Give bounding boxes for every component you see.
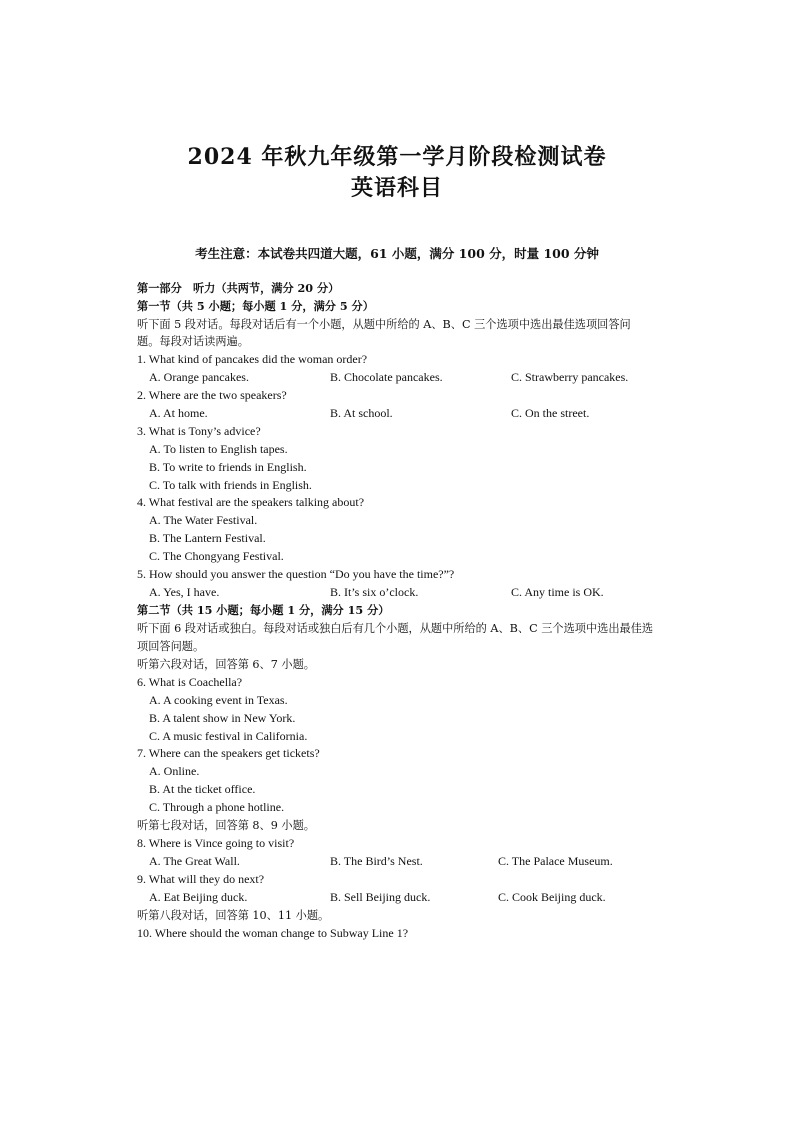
section1-heading: 第一节（共 5 小题；每小题 1 分，满分 5 分） bbox=[137, 299, 374, 313]
question-8: 8. Where is Vince going to visit? bbox=[137, 836, 295, 850]
section2-instruction-cont: 项回答问题。 bbox=[137, 640, 205, 653]
q9-option-b: B. Sell Beijing duck. bbox=[330, 890, 431, 904]
q2-option-a: A. At home. bbox=[149, 406, 208, 420]
q8-option-c: C. The Palace Museum. bbox=[498, 854, 613, 868]
dialogue-group-8: 听第八段对话，回答第 10、11 小题。 bbox=[137, 909, 330, 922]
part1-heading: 第一部分 听力（共两节，满分 20 分） bbox=[137, 281, 340, 295]
q3-option-b: B. To write to friends in English. bbox=[149, 460, 307, 474]
q6-option-c: C. A music festival in California. bbox=[149, 729, 308, 743]
q4-option-a: A. The Water Festival. bbox=[149, 513, 258, 527]
question-4: 4. What festival are the speakers talking about? bbox=[137, 495, 365, 509]
question-3: 3. What is Tony’s advice? bbox=[137, 424, 261, 438]
exam-title: 2024 年秋九年级第一学月阶段检测试卷 bbox=[187, 144, 607, 170]
section2-heading: 第二节（共 15 小题；每小题 1 分，满分 15 分） bbox=[137, 603, 390, 617]
dialogue-group-7: 听第七段对话，回答第 8、9 小题。 bbox=[137, 819, 315, 832]
question-2: 2. Where are the two speakers? bbox=[137, 388, 287, 402]
q6-option-b: B. A talent show in New York. bbox=[149, 711, 296, 725]
q5-option-a: A. Yes, I have. bbox=[149, 585, 220, 599]
q5-option-b: B. It’s six o’clock. bbox=[330, 585, 419, 599]
exam-notice: 考生注意：本试卷共四道大题，61 小题，满分 100 分，时量 100 分钟 bbox=[195, 246, 599, 261]
q1-option-a: A. Orange pancakes. bbox=[149, 370, 249, 384]
section2-instruction: 听下面 6 段对话或独白。每段对话或独白后有几个小题，从题中所给的 A、B、C 三个选项中选出最佳选 bbox=[137, 622, 654, 635]
question-5: 5. How should you answer the question “Do you have the time?”? bbox=[137, 567, 455, 581]
q7-option-b: B. At the ticket office. bbox=[149, 782, 256, 796]
q9-option-a: A. Eat Beijing duck. bbox=[149, 890, 248, 904]
dialogue-group-6: 听第六段对话，回答第 6、7 小题。 bbox=[137, 658, 315, 671]
q9-option-c: C. Cook Beijing duck. bbox=[498, 890, 606, 904]
section1-instruction-cont: 题。每段对话读两遍。 bbox=[137, 335, 249, 348]
q4-option-c: C. The Chongyang Festival. bbox=[149, 549, 284, 563]
q6-option-a: A. A cooking event in Texas. bbox=[149, 693, 288, 707]
question-6: 6. What is Coachella? bbox=[137, 675, 243, 689]
q7-option-c: C. Through a phone hotline. bbox=[149, 800, 285, 814]
q8-option-a: A. The Great Wall. bbox=[149, 854, 240, 868]
q1-option-b: B. Chocolate pancakes. bbox=[330, 370, 443, 384]
question-1: 1. What kind of pancakes did the woman order? bbox=[137, 352, 368, 366]
section1-instruction: 听下面 5 段对话。每段对话后有一个小题，从题中所给的 A、B、C 三个选项中选出最佳选项回答问 bbox=[137, 318, 631, 331]
q3-option-a: A. To listen to English tapes. bbox=[149, 442, 288, 456]
q1-option-c: C. Strawberry pancakes. bbox=[511, 370, 629, 384]
q2-option-c: C. On the street. bbox=[511, 406, 590, 420]
q5-option-c: C. Any time is OK. bbox=[511, 585, 604, 599]
q2-option-b: B. At school. bbox=[330, 406, 393, 420]
q3-option-c: C. To talk with friends in English. bbox=[149, 478, 312, 492]
exam-subject: 英语科目 bbox=[350, 175, 443, 201]
q7-option-a: A. Online. bbox=[149, 764, 200, 778]
question-9: 9. What will they do next? bbox=[137, 872, 265, 886]
q4-option-b: B. The Lantern Festival. bbox=[149, 531, 266, 545]
q8-option-b: B. The Bird’s Nest. bbox=[330, 854, 423, 868]
question-10: 10. Where should the woman change to Subway Line 1? bbox=[137, 926, 409, 940]
question-7: 7. Where can the speakers get tickets? bbox=[137, 746, 320, 760]
